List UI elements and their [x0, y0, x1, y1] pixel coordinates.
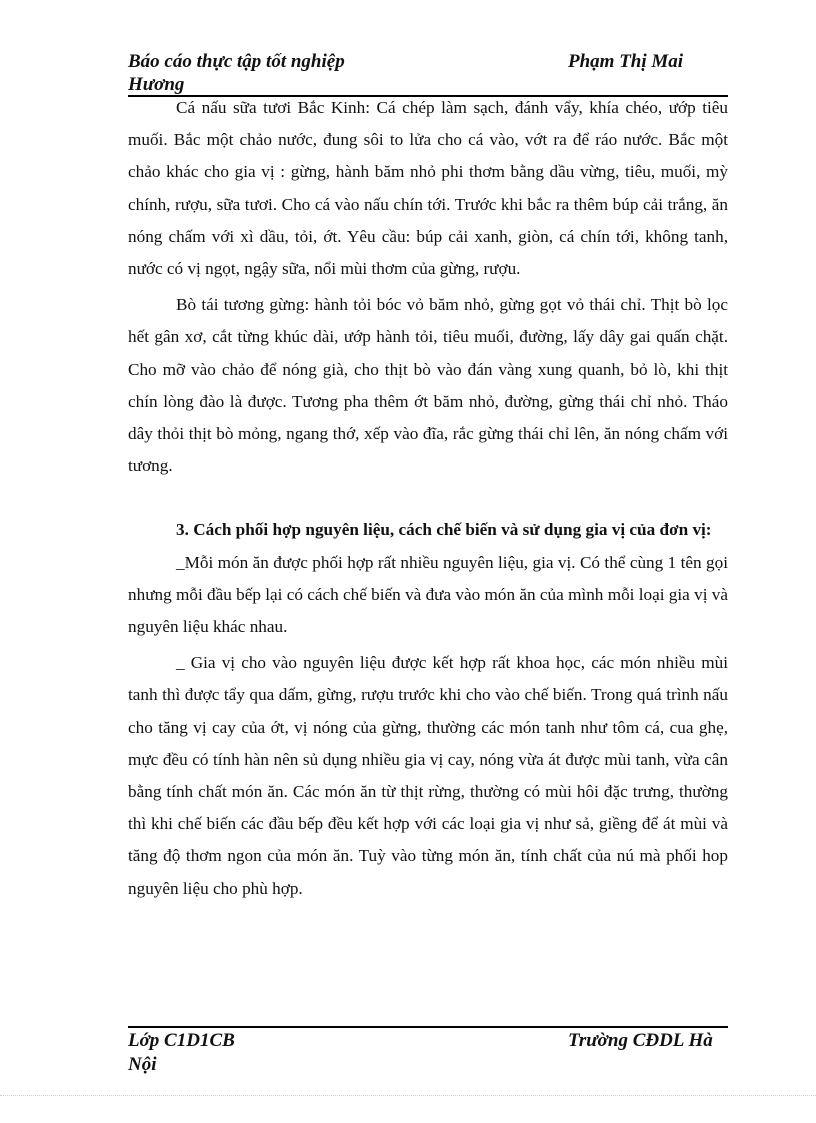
document-page [128, 0, 728, 1123]
header-author-name-continued: Hương [128, 74, 185, 95]
footer-school-name-continued: Nội [128, 1054, 157, 1075]
header-report-title: Báo cáo thực tập tốt nghiệp [128, 51, 345, 72]
section-heading: 3. Cách phối hợp nguyên liệu, cách chế biến và sử dụng gia vị của đơn vị: [176, 520, 712, 540]
header-author-name: Phạm Thị Mai [568, 51, 684, 72]
page-edge-divider [0, 1095, 816, 1096]
footer-rule [128, 1026, 728, 1028]
footer-class-name: Lớp C1D1CB [128, 1030, 235, 1051]
paragraph-bo-tai-tuong-gung: Bò tái tương gừng: hành tỏi bóc vỏ băm nhỏ, gừng gọt vỏ thái chỉ. Thịt bò lọc hết gân xơ, cắt từng khúc dài, ướp hành tỏi, tiêu muối, đường, lấy dây gai quấn chặt. Cho mỡ vào chảo để nóng già, cho thịt bò vào đán vàng xung quanh, bỏ lò, khi thịt chín lòng đào là được. Tương pha thêm ớt băm nhỏ, đường, gừng thái chỉ nhỏ. Tháo dây thỏi thịt bò mỏng, ngang thớ, xếp vào đĩa, rắc gừng thái chỉ lên, ăn nóng chấm với tương. [128, 295, 728, 476]
paragraph-gia-vi: _ Gia vị cho vào nguyên liệu được kết hợp rất khoa học, các món nhiều mùi tanh thì được tẩy qua dấm, gừng, rượu trước khi cho vào chế biến. Trong quá trình nấu cho tăng vị cay của ớt, vị nóng của gừng, thường các món tanh như tôm cá, cua ghẹ, mực đều có tính hàn nên sủ dụng nhiều gia vị cay, nóng vừa át được mùi tanh, vừa cân bằng tính chất món ăn. Các món ăn từ thịt rừng, thường có mùi hôi đặc trưng, thường thì khi chế biến các đầu bếp đều kết hợp với các loại gia vị như sả, giềng để át mùi và tăng độ thơm ngon của món ăn. Tuỳ vào từng món ăn, tính chất của nú mà phối hop nguyên liệu cho phù hợp. [128, 653, 728, 898]
paragraph-phoi-hop: _Mỗi món ăn được phối hợp rất nhiều nguyên liệu, gia vị. Có thể cùng 1 tên gọi nhưng mỗi đầu bếp lại có cách chế biến và đưa vào món ăn của mình mỗi loại gia vị và nguyên liệu khác nhau. [128, 552, 728, 637]
footer-school-name: Trường CĐDL Hà [568, 1030, 713, 1051]
document-body [128, 92, 728, 905]
paragraph-ca-nau-sua: Cá nấu sữa tươi Bắc Kinh: Cá chép làm sạch, đánh vẩy, khía chéo, ướp tiêu muối. Bắc một chảo nước, đung sôi to lửa cho cá vào, vớt ra để ráo nước. Bắc một chảo khác cho gia vị : gừng, hành băm nhỏ phi thơm bằng dầu vừng, tiêu, muối, mỳ chính, rượu, sữa tươi. Cho cá vào nấu chín tới. Trước khi bắc ra thêm búp cải trắng, ăn nóng chấm với xì dầu, tỏi, ớt. Yêu cầu: búp cải xanh, giòn, cá chín tới, không tanh, nước có vị ngọt, ngậy sữa, nổi mùi thơm của gừng, rượu. [128, 98, 728, 279]
